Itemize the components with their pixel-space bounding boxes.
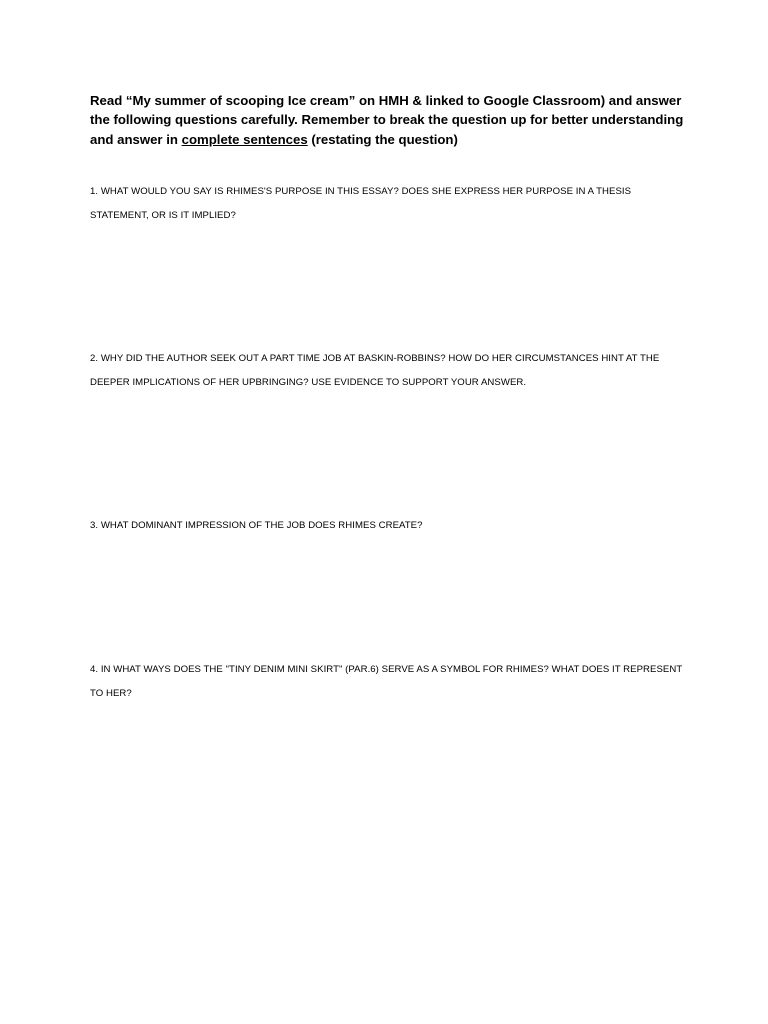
instructions-underlined-text: complete sentences — [181, 131, 308, 147]
assignment-instructions — [90, 91, 690, 149]
question-1: 1. WHAT WOULD YOU SAY IS RHIMES'S PURPOSE IN THIS ESSAY? DOES SHE EXPRESS HER PURPOSE IN A THESIS STATEMENT, OR IS IT IMPLIED? — [90, 186, 632, 222]
instructions-text: Read “My summer of scooping Ice cream” on HMH & linked to Google Classroom) and answer the following questions carefully. Remember to break the question up for better understanding and answer in — [90, 93, 684, 147]
question-3: 3. WHAT DOMINANT IMPRESSION OF THE JOB DOES RHIMES CREATE? — [90, 520, 423, 531]
instructions-text-end: (restating the question) — [307, 131, 458, 147]
question-4: 4. IN WHAT WAYS DOES THE "TINY DENIM MINI SKIRT" (PAR.6) SERVE AS A SYMBOL FOR RHIMES? WHAT DOES IT REPRESENT TO HER? — [90, 664, 683, 700]
question-2: 2. WHY DID THE AUTHOR SEEK OUT A PART TIME JOB AT BASKIN-ROBBINS? HOW DO HER CIRCUMSTANCES HINT AT THE DEEPER IMPLICATIONS OF HER UPBRINGING? USE EVIDENCE TO SUPPORT YOUR ANSWER. — [90, 353, 660, 389]
